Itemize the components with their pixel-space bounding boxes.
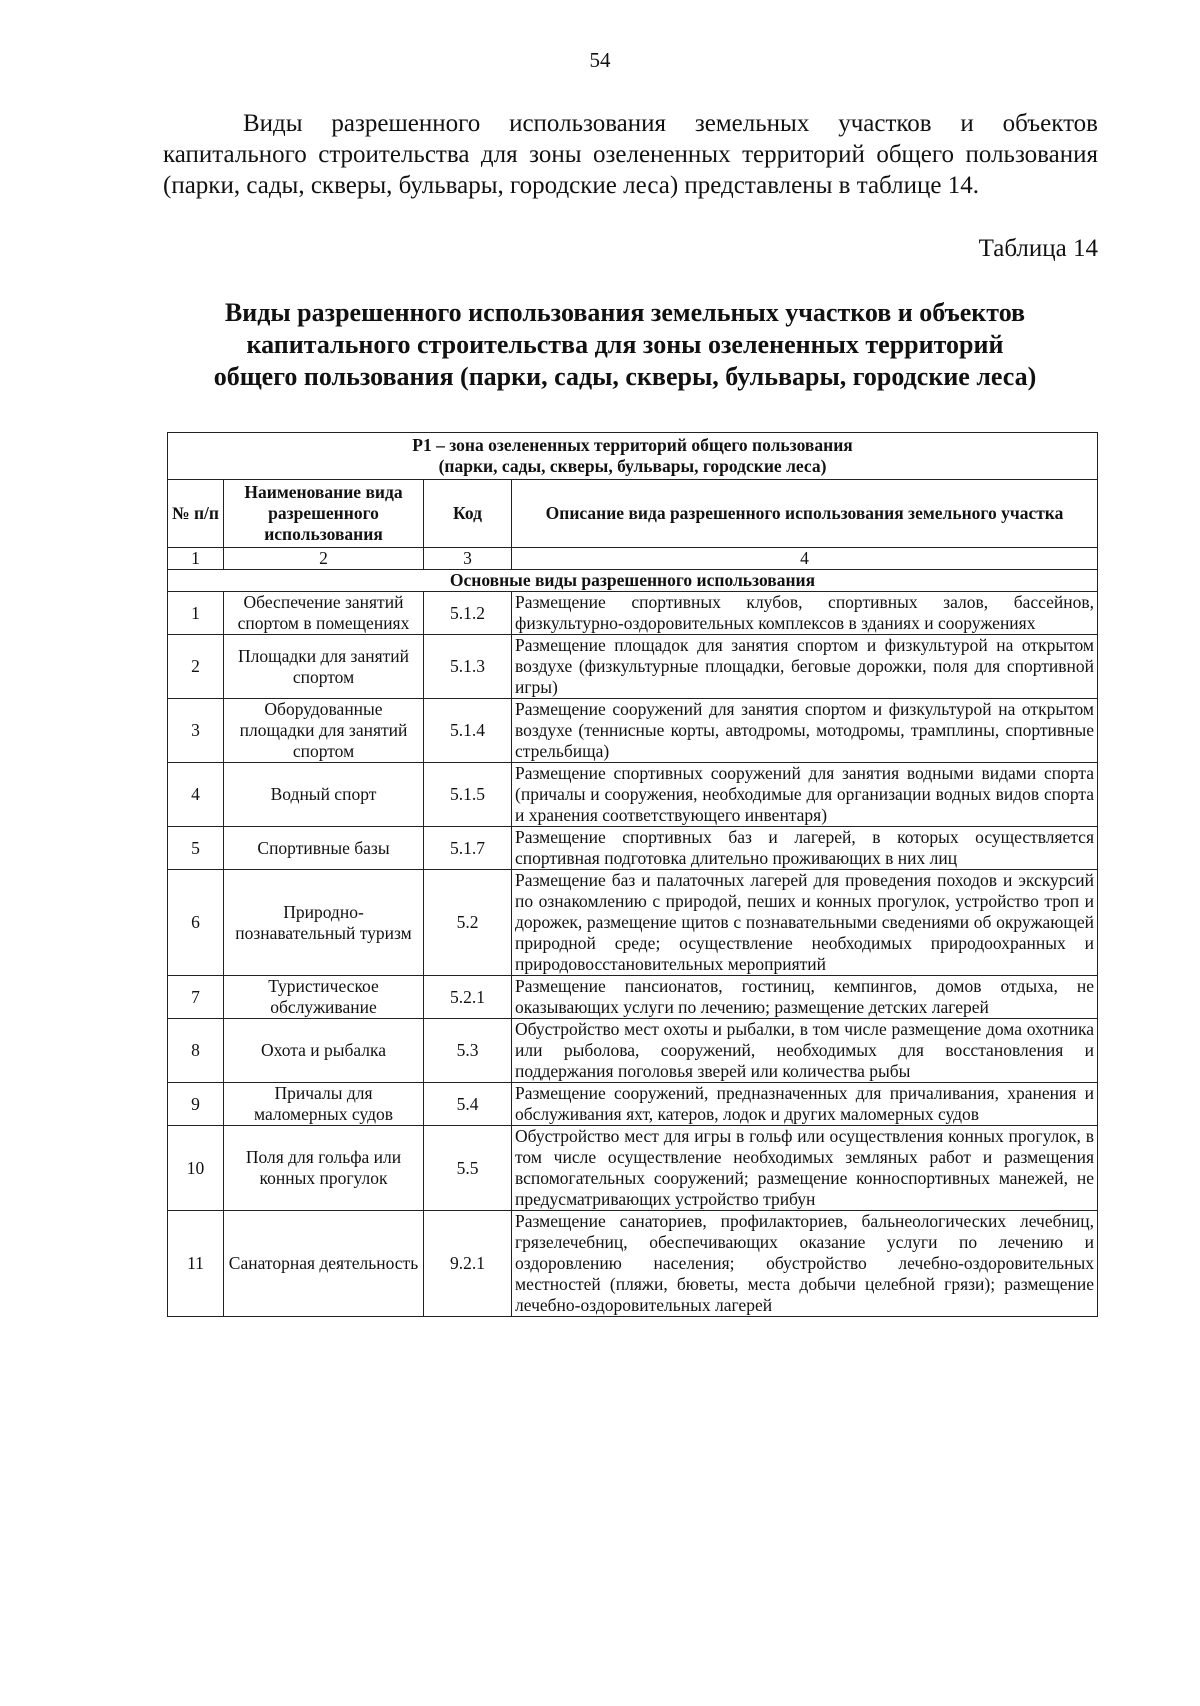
section-title: Основные виды разрешенного использования [168, 570, 1098, 592]
row-num: 10 [168, 1126, 224, 1211]
row-num: 5 [168, 827, 224, 870]
col-number-3: 3 [424, 548, 512, 570]
heading-line-2: капитального строительства для зоны озелененных территорий [246, 330, 1004, 359]
page-number: 54 [589, 48, 611, 72]
row-name: Обеспечение занятий спортом в помещениях [224, 592, 424, 635]
col-number-1: 1 [168, 548, 224, 570]
table-row [168, 635, 1098, 699]
table-row [168, 827, 1098, 870]
row-desc: Размещение сооружений для занятия спортом и физкультурой на открытом воздухе (теннисные корты, автодромы, мотодромы, трамплины, спортивные стрельбища) [512, 699, 1098, 763]
row-num: 11 [168, 1211, 224, 1317]
row-num: 4 [168, 763, 224, 827]
zone-title [168, 433, 1098, 480]
row-desc: Обустройство мест для игры в гольф или осуществления конных прогулок, в том числе осуществление необходимых земляных работ и размещения вспомогательных сооружений; размещение конноспортивных манежей, не предусматривающих устройство трибун [512, 1126, 1098, 1211]
table-row [168, 1126, 1098, 1211]
col-number-2: 2 [224, 548, 424, 570]
row-desc: Размещение спортивных баз и лагерей, в которых осуществляется спортивная подготовка длительно проживающих в них лиц [512, 827, 1098, 870]
row-num: 3 [168, 699, 224, 763]
column-number-row [168, 548, 1098, 570]
row-code: 5.2 [424, 870, 512, 976]
header-name: Наименование вида разрешенного использования [224, 480, 424, 548]
land-use-table [167, 432, 1098, 1317]
row-num: 7 [168, 976, 224, 1019]
row-num: 2 [168, 635, 224, 699]
col-number-4: 4 [512, 548, 1098, 570]
section-row [168, 570, 1098, 592]
row-name: Природно-познавательный туризм [224, 870, 424, 976]
row-name: Спортивные базы [224, 827, 424, 870]
row-desc: Размещение спортивных клубов, спортивных залов, бассейнов, физкультурно-оздоровительных комплексов в зданиях и сооружениях [512, 592, 1098, 635]
row-name: Охота и рыбалка [224, 1019, 424, 1083]
zone-title-line-2: (парки, сады, скверы, бульвары, городские леса) [438, 456, 827, 476]
row-num: 8 [168, 1019, 224, 1083]
header-code: Код [424, 480, 512, 548]
table-row [168, 699, 1098, 763]
intro-text: Виды разрешенного использования земельных участков и объектов капитального строительства для зоны озелененных территорий общего пользования (парки, сады, скверы, бульвары, городские леса) представлены в таблице 14. [163, 110, 1098, 199]
table-row [168, 1019, 1098, 1083]
row-desc: Размещение санаториев, профилакториев, бальнеологических лечебниц, грязелечебниц, обеспечивающих оказание услуги по лечению и оздоровлению населения; обустройство лечебно-оздоровительных местностей (пляжи, бюветы, места добычи целебной грязи); размещение лечебно-оздоровительных лагерей [512, 1211, 1098, 1317]
table-label: Таблица 14 [978, 235, 1098, 262]
row-code: 5.1.7 [424, 827, 512, 870]
table-row [168, 763, 1098, 827]
row-code: 5.1.3 [424, 635, 512, 699]
zone-title-line-1: Р1 – зона озелененных территорий общего пользования [412, 435, 853, 455]
table-heading [150, 297, 1100, 393]
table-row [168, 592, 1098, 635]
intro-paragraph [163, 108, 1098, 201]
row-code: 5.1.2 [424, 592, 512, 635]
table-row [168, 1211, 1098, 1317]
row-num: 9 [168, 1083, 224, 1126]
row-name: Причалы для маломерных судов [224, 1083, 424, 1126]
header-num: № п/п [168, 480, 224, 548]
row-name: Санаторная деятельность [224, 1211, 424, 1317]
row-desc: Размещение баз и палаточных лагерей для проведения походов и экскурсий по ознакомлению с природой, пеших и конных прогулок, устройство троп и дорожек, размещение щитов с познавательными сведениями об окружающей природной среде; осуществление необходимых природоохранных и природовосстановительных мероприятий [512, 870, 1098, 976]
header-desc: Описание вида разрешенного использования земельного участка [512, 480, 1098, 548]
row-desc: Размещение площадок для занятия спортом и физкультурой на открытом воздухе (физкультурные площадки, беговые дорожки, поля для спортивной игры) [512, 635, 1098, 699]
row-desc: Обустройство мест охоты и рыбалки, в том числе размещение дома охотника или рыболова, сооружений, необходимых для восстановления и поддержания поголовья зверей или количества рыбы [512, 1019, 1098, 1083]
row-name: Водный спорт [224, 763, 424, 827]
row-code: 5.3 [424, 1019, 512, 1083]
row-code: 5.4 [424, 1083, 512, 1126]
table-row [168, 870, 1098, 976]
row-code: 5.5 [424, 1126, 512, 1211]
row-name: Туристическое обслуживание [224, 976, 424, 1019]
row-name: Оборудованные площадки для занятий спортом [224, 699, 424, 763]
column-header-row [168, 480, 1098, 548]
row-name: Поля для гольфа или конных прогулок [224, 1126, 424, 1211]
row-code: 5.2.1 [424, 976, 512, 1019]
heading-line-1: Виды разрешенного использования земельных участков и объектов [224, 298, 1026, 327]
row-desc: Размещение пансионатов, гостиниц, кемпингов, домов отдыха, не оказывающих услуги по лечению; размещение детских лагерей [512, 976, 1098, 1019]
row-code: 5.1.5 [424, 763, 512, 827]
row-num: 1 [168, 592, 224, 635]
row-code: 9.2.1 [424, 1211, 512, 1317]
table-row [168, 976, 1098, 1019]
row-code: 5.1.4 [424, 699, 512, 763]
row-desc: Размещение спортивных сооружений для занятия водными видами спорта (причалы и сооружения, необходимые для организации водных видов спорта и хранения соответствующего инвентаря) [512, 763, 1098, 827]
row-num: 6 [168, 870, 224, 976]
table-row [168, 1083, 1098, 1126]
heading-line-3: общего пользования (парки, сады, скверы, бульвары, городские леса) [213, 362, 1037, 391]
zone-header-row [168, 433, 1098, 480]
row-desc: Размещение сооружений, предназначенных для причаливания, хранения и обслуживания яхт, катеров, лодок и других маломерных судов [512, 1083, 1098, 1126]
row-name: Площадки для занятий спортом [224, 635, 424, 699]
